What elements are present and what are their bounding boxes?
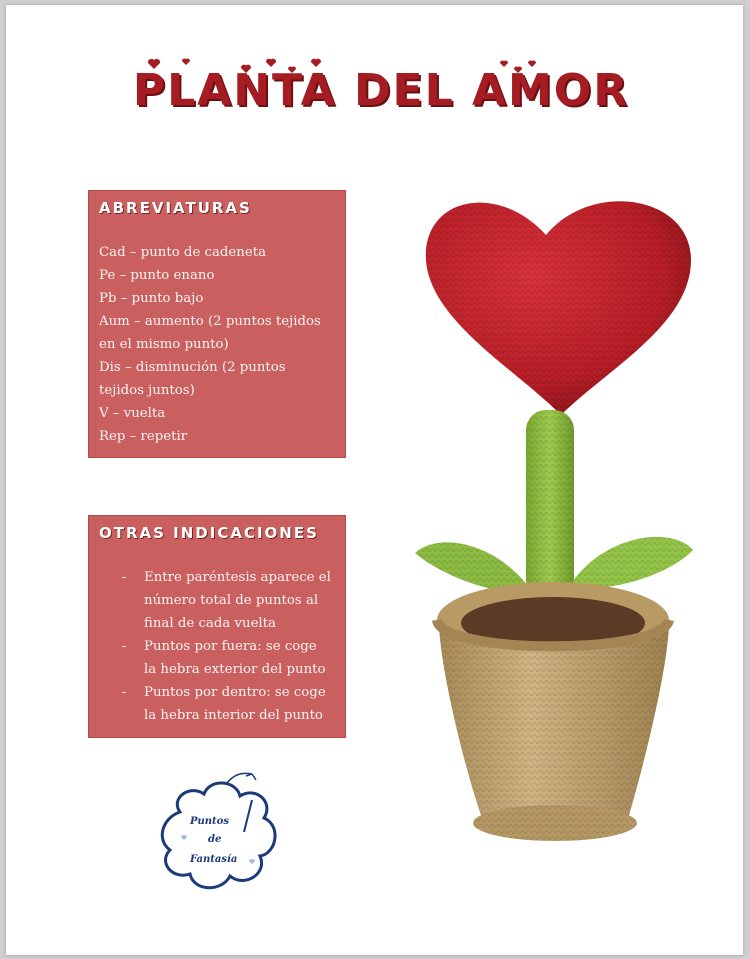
cloud-logo-icon [156,770,284,900]
notes-panel [88,515,346,738]
pattern-page [6,5,743,955]
logo-line1: Puntos [190,816,229,827]
brand-logo [156,770,284,900]
list-item: - Puntos por fuera: se coge la hebra exterior del punto [122,635,333,681]
page-title: PLANTA DEL AMOR [132,65,630,116]
list-item: V – vuelta [99,406,166,421]
logo-line3: Fantasía [190,854,238,865]
list-item: Pe – punto enano [99,268,215,283]
list-item: - Entre paréntesis aparece el número total de puntos al final de cada vuelta [122,566,333,635]
notes-heading: OTRAS INDICACIONES [99,524,319,542]
abbreviations-list [99,241,333,448]
list-item: Dis – disminución (2 puntos tejidos juntos) [99,360,286,398]
list-item: Pb – punto bajo [99,291,204,306]
list-item: Cad – punto de cadeneta [99,245,266,260]
abbreviations-panel [88,190,346,458]
list-item: Aum – aumento (2 puntos tejidos en el mismo punto) [99,314,321,352]
list-item: - Puntos por dentro: se coge la hebra interior del punto [122,681,333,727]
notes-list [99,566,333,727]
abbreviations-heading: ABREVIATURAS [99,199,252,217]
list-item: Rep – repetir [99,429,188,444]
crochet-heart-plant-image [401,175,701,875]
logo-line2: de [208,834,222,845]
heart-plant-icon [401,175,701,875]
